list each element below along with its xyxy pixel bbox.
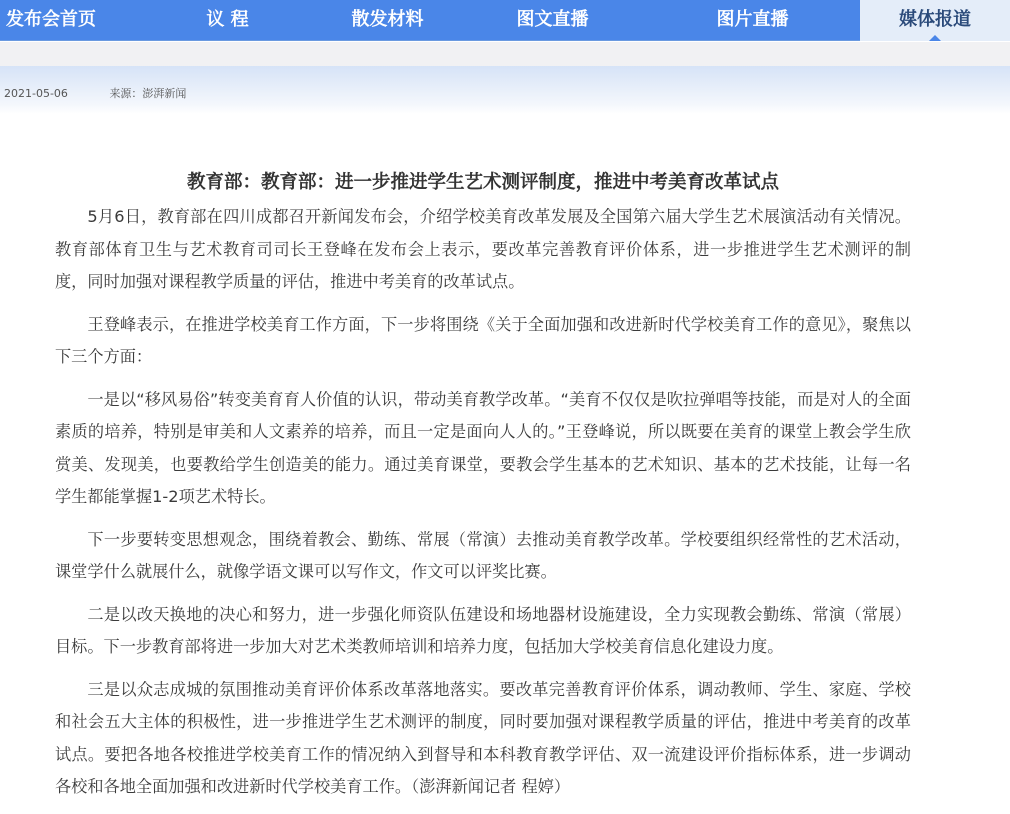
tab-text-live[interactable]: 图文直播 [516,9,589,30]
divider-strip [0,42,1010,66]
paragraph: 三是以众志成城的氛围推动美育评价体系改革落地落实。要改革完善教育评价体系，调动教师、学生、家庭、学校和社会五大主体的积极性，进一步推进学生艺术测评的制度，同时要加强对课程教学质量的评估，推进中考美育的改革试点。要把各地各校推进学校美育工作的情况纳入到督导和本科教育教学评估、双一流建设评价指标体系，进一步调动各校和各地全面加强和改进新时代学校美育工作。（澎湃新闻记者 程婷） [55,679,911,796]
paragraph: 下一步要转变思想观念，围绕着教会、勤练、常展（常演）去推动美育教学改革。学校要组织经常性的艺术活动，课堂学什么就展什么，就像学语文课可以写作文，作文可以评奖比赛。 [55,529,911,581]
top-nav [0,0,1010,41]
tab-photo-live[interactable]: 图片直播 [716,9,789,30]
tab-materials[interactable]: 散发材料 [351,9,424,30]
article-title: 教育部：教育部：进一步推进学生艺术测评制度，推进中考美育改革试点 [186,172,779,193]
article [55,168,911,814]
paragraph: 5月6日，教育部在四川成都召开新闻发布会，介绍学校美育改革发展及全国第六届大学生艺术展演活动有关情况。教育部体育卫生与艺术教育司司长王登峰在发布会上表示，要改革完善教育评价体系，进一步推进学生艺术测评的制度，同时加强对课程教学质量的评估，推进中考美育的改革试点。 [55,207,911,291]
paragraph: 一是以“移风易俗”转变美育育人价值的认识，带动美育教学改革。“美育不仅仅是吹拉弹唱等技能，而是对人的全面素质的培养，特别是审美和人文素养的培养，而且一定是面向人人的。”王登峰说，所以既要在美育的课堂上教会学生欣赏美、发现美，也要教给学生创造美的能力。通过美育课堂，要教会学生基本的艺术知识、基本的艺术技能，让每一名学生都能掌握1-2项艺术特长。 [55,389,911,506]
paragraph: 二是以改天换地的决心和努力，进一步强化师资队伍建设和场地器材设施建设，全力实现教会勤练、常演（常展）目标。下一步教育部将进一步加大对艺术类教师培训和培养力度，包括加大学校美育信息化建设力度。 [55,604,911,656]
tab-home[interactable]: 发布会首页 [6,9,96,30]
tab-agenda[interactable]: 议 程 [206,9,249,30]
paragraph: 王登峰表示，在推进学校美育工作方面，下一步将围绕《关于全面加强和改进新时代学校美育工作的意见》，聚焦以下三个方面： [55,314,911,366]
publish-date: 2021-05-06 [4,87,68,100]
article-meta [0,66,1010,114]
source: 来源：澎湃新闻 [109,87,187,100]
tab-media-reports[interactable]: 媒体报道 [860,0,1010,41]
